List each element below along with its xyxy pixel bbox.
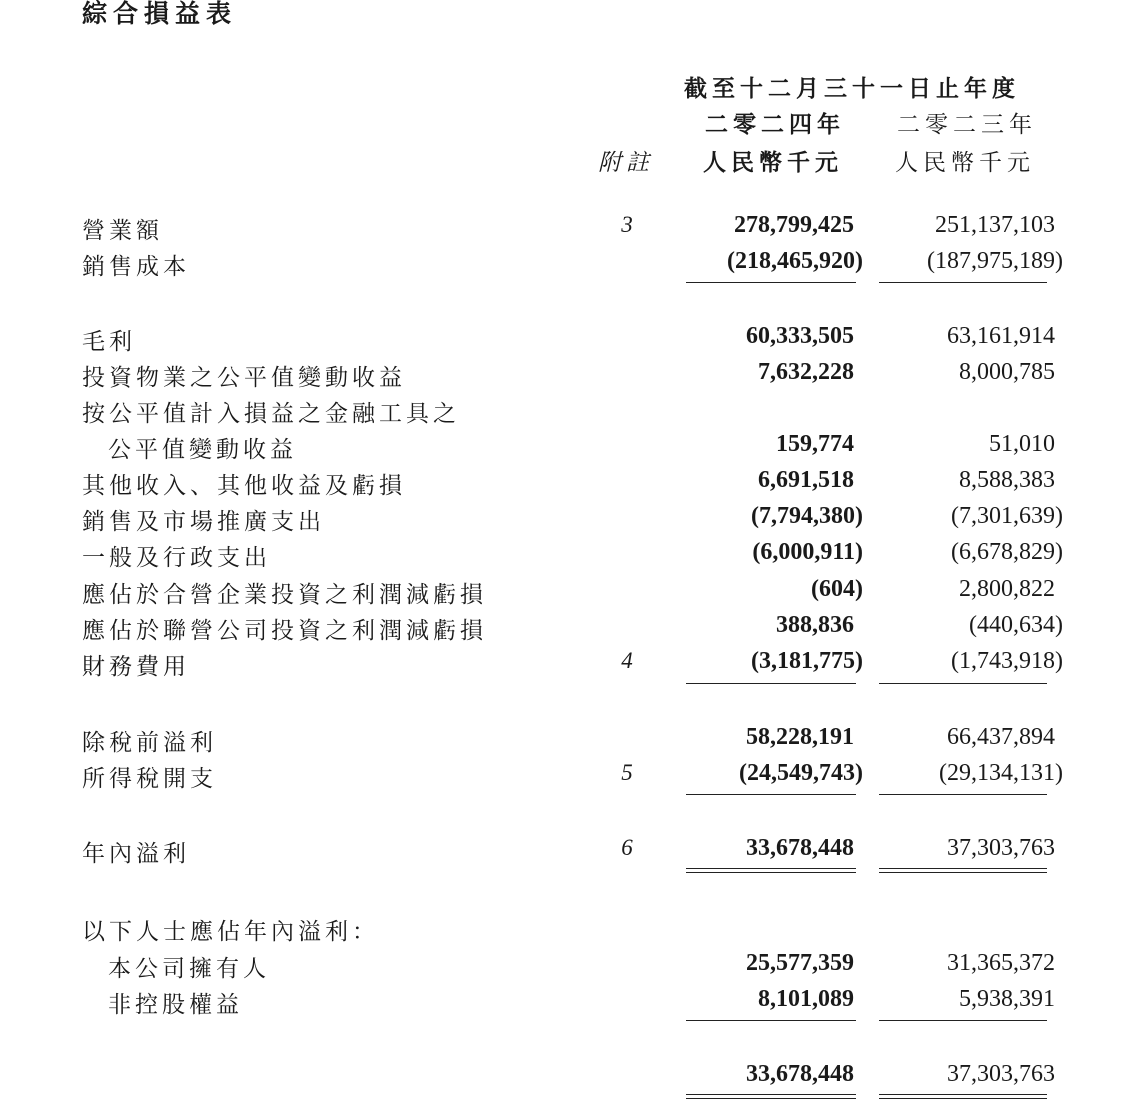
row-label: 應佔於合營企業投資之利潤減虧損 <box>82 582 487 608</box>
statement-title: 綜合損益表 <box>82 0 238 28</box>
subtotal-rule-2024 <box>686 282 856 283</box>
table-row <box>0 212 1145 248</box>
row-label: 營業額 <box>82 218 163 244</box>
table-row <box>0 612 1145 648</box>
value-2023: (29,134,131) <box>939 760 1063 786</box>
row-label: 除稅前溢利 <box>82 730 217 756</box>
row-label: 財務費用 <box>82 654 190 680</box>
total-double-rule-2023 <box>879 868 1047 873</box>
row-label: 銷售成本 <box>82 254 190 280</box>
total-double-rule-2024 <box>686 868 856 873</box>
row-label: 非控股權益 <box>108 992 243 1018</box>
subtotal-rule-2023 <box>879 794 1047 795</box>
note-column-header: 附註 <box>598 150 654 176</box>
value-2024: 6,691,518 <box>758 467 854 493</box>
value-2023: 5,938,391 <box>959 986 1055 1012</box>
table-row <box>0 323 1145 359</box>
value-2023: 31,365,372 <box>947 950 1055 976</box>
value-2024: 7,632,228 <box>758 359 854 385</box>
value-2024: 60,333,505 <box>746 323 854 349</box>
subtotal-rule-2024 <box>686 683 856 684</box>
table-row <box>0 835 1145 871</box>
value-2024: (7,794,380) <box>751 503 863 529</box>
value-2024: (6,000,911) <box>752 539 863 565</box>
unit-2024-header: 人民幣千元 <box>703 149 843 176</box>
value-2024: 25,577,359 <box>746 950 854 976</box>
value-2023: (1,743,918) <box>951 648 1063 674</box>
table-row <box>0 359 1145 395</box>
table-row <box>0 467 1145 503</box>
subtotal-rule-2024 <box>686 794 856 795</box>
year-2024-header: 二零二四年 <box>705 111 845 138</box>
table-row <box>0 760 1145 796</box>
unit-2023-header: 人民幣千元 <box>895 150 1035 176</box>
row-label: 以下人士應佔年內溢利： <box>82 919 379 945</box>
value-2023: 37,303,763 <box>947 835 1055 861</box>
table-row <box>0 431 1145 467</box>
subtotal-rule-2023 <box>879 282 1047 283</box>
value-2024: 33,678,448 <box>746 835 854 861</box>
subtotal-rule-2023 <box>879 683 1047 684</box>
value-2023: (6,678,829) <box>951 539 1063 565</box>
value-2023: 66,437,894 <box>947 724 1055 750</box>
value-2024: 388,836 <box>776 612 854 638</box>
table-row <box>0 576 1145 612</box>
table-row <box>0 950 1145 986</box>
row-note: 3 <box>621 212 633 237</box>
value-2023: (7,301,639) <box>951 503 1063 529</box>
row-note: 4 <box>621 648 633 673</box>
value-2024: 278,799,425 <box>734 212 854 238</box>
table-row <box>0 724 1145 760</box>
row-label: 年內溢利 <box>82 841 190 867</box>
table-row <box>0 503 1145 539</box>
value-2024: 8,101,089 <box>758 986 854 1012</box>
table-row <box>0 1061 1145 1097</box>
value-2024: 58,228,191 <box>746 724 854 750</box>
table-row <box>0 395 1145 431</box>
row-label: 按公平值計入損益之金融工具之 <box>82 401 460 427</box>
row-label: 一般及行政支出 <box>82 545 271 571</box>
value-2023: 8,000,785 <box>959 359 1055 385</box>
value-2023: 251,137,103 <box>935 212 1055 238</box>
table-row <box>0 648 1145 684</box>
value-2024: 33,678,448 <box>746 1061 854 1087</box>
value-2023: 51,010 <box>989 431 1055 457</box>
value-2024: (604) <box>811 576 863 602</box>
period-header: 截至十二月三十一日止年度 <box>684 75 1020 102</box>
table-row <box>0 986 1145 1022</box>
row-label: 毛利 <box>82 329 136 355</box>
value-2024: 159,774 <box>776 431 854 457</box>
value-2024: (24,549,743) <box>739 760 863 786</box>
row-label: 投資物業之公平值變動收益 <box>82 365 406 391</box>
row-label: 本公司擁有人 <box>108 956 270 982</box>
subtotal-rule-2023 <box>879 1020 1047 1021</box>
total-double-rule-2023 <box>879 1094 1047 1099</box>
table-row <box>0 913 1145 949</box>
value-2023: 8,588,383 <box>959 467 1055 493</box>
value-2023: 2,800,822 <box>959 576 1055 602</box>
row-label: 應佔於聯營公司投資之利潤減虧損 <box>82 618 487 644</box>
row-label: 公平值變動收益 <box>108 437 297 463</box>
value-2023: (187,975,189) <box>927 248 1063 274</box>
row-label: 銷售及市場推廣支出 <box>82 509 325 535</box>
table-row <box>0 248 1145 284</box>
subtotal-rule-2024 <box>686 1020 856 1021</box>
value-2024: (218,465,920) <box>727 248 863 274</box>
total-double-rule-2024 <box>686 1094 856 1099</box>
value-2024: (3,181,775) <box>751 648 863 674</box>
value-2023: 63,161,914 <box>947 323 1055 349</box>
row-note: 6 <box>621 835 633 860</box>
year-2023-header: 二零二三年 <box>897 112 1037 138</box>
value-2023: (440,634) <box>969 612 1063 638</box>
row-label: 所得稅開支 <box>82 766 217 792</box>
value-2023: 37,303,763 <box>947 1061 1055 1087</box>
row-note: 5 <box>621 760 633 785</box>
table-row <box>0 539 1145 575</box>
row-label: 其他收入、其他收益及虧損 <box>82 473 406 499</box>
